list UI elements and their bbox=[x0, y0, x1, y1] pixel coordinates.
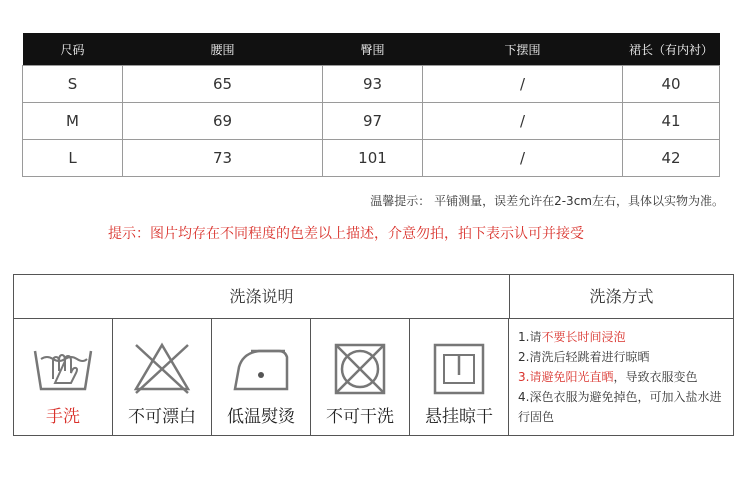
no-bleach-icon bbox=[130, 339, 194, 399]
cell-length: 41 bbox=[623, 103, 720, 140]
method-3-number: 3. bbox=[518, 370, 530, 384]
care-line-dry bbox=[410, 319, 509, 435]
method-3-highlight: 请避免阳光直晒 bbox=[529, 370, 614, 384]
size-table bbox=[22, 33, 720, 177]
cell-waist: 65 bbox=[123, 66, 323, 103]
care-no-dry-clean bbox=[311, 319, 410, 435]
wash-title: 洗涤说明 bbox=[14, 275, 510, 319]
header-size: 尺码 bbox=[23, 33, 123, 66]
cell-size: L bbox=[23, 140, 123, 177]
cell-size: M bbox=[23, 103, 123, 140]
care-low-iron bbox=[212, 319, 311, 435]
method-item-3 bbox=[518, 367, 730, 387]
cell-hip: 97 bbox=[323, 103, 423, 140]
cell-size: S bbox=[23, 66, 123, 103]
table-row bbox=[23, 66, 720, 103]
line-dry-label: 悬挂晾干 bbox=[425, 407, 493, 427]
method-1-text: 1.请 bbox=[518, 330, 542, 344]
no-dry-clean-icon bbox=[328, 339, 392, 399]
low-iron-icon bbox=[229, 339, 293, 399]
method-item-2: 2.清洗后轻跳着进行晾晒 bbox=[518, 350, 650, 364]
size-table-header bbox=[23, 33, 720, 66]
hand-wash-icon bbox=[31, 339, 95, 399]
care-hand-wash bbox=[14, 319, 113, 435]
no-bleach-label: 不可漂白 bbox=[128, 407, 196, 427]
wash-method-list bbox=[518, 327, 730, 427]
color-difference-tip: 提示：图片均存在不同程度的色差以上描述，介意勿拍，拍下表示认可并接受 bbox=[108, 226, 584, 242]
table-row bbox=[23, 103, 720, 140]
cell-hip: 93 bbox=[323, 66, 423, 103]
low-iron-label: 低温熨烫 bbox=[227, 407, 295, 427]
cell-length: 42 bbox=[623, 140, 720, 177]
header-waist: 腰围 bbox=[123, 33, 323, 66]
cell-waist: 69 bbox=[123, 103, 323, 140]
header-hip: 臀围 bbox=[323, 33, 423, 66]
method-item-1 bbox=[518, 327, 730, 347]
hand-wash-label: 手洗 bbox=[46, 407, 80, 427]
cell-hem: / bbox=[423, 140, 623, 177]
table-row bbox=[23, 140, 720, 177]
no-dry-clean-label: 不可干洗 bbox=[326, 407, 394, 427]
wash-method-title: 洗涤方式 bbox=[510, 275, 733, 319]
cell-hip: 101 bbox=[323, 140, 423, 177]
method-3-text: ，导致衣服变色 bbox=[613, 370, 698, 384]
care-no-bleach bbox=[113, 319, 212, 435]
header-hem: 下摆围 bbox=[423, 33, 623, 66]
measurement-note: 温馨提示： 平铺测量，误差允许在2-3cm左右，具体以实物为准。 bbox=[370, 194, 724, 208]
header-length: 裙长（有内衬） bbox=[623, 33, 720, 66]
method-item-4: 4.深色衣服为避免掉色，可加入盐水进行固色 bbox=[518, 390, 722, 424]
method-1-highlight: 不要长时间浸泡 bbox=[541, 330, 626, 344]
line-dry-icon bbox=[427, 339, 491, 399]
cell-hem: / bbox=[423, 66, 623, 103]
cell-waist: 73 bbox=[123, 140, 323, 177]
cell-length: 40 bbox=[623, 66, 720, 103]
wash-instructions-box bbox=[13, 274, 734, 436]
cell-hem: / bbox=[423, 103, 623, 140]
